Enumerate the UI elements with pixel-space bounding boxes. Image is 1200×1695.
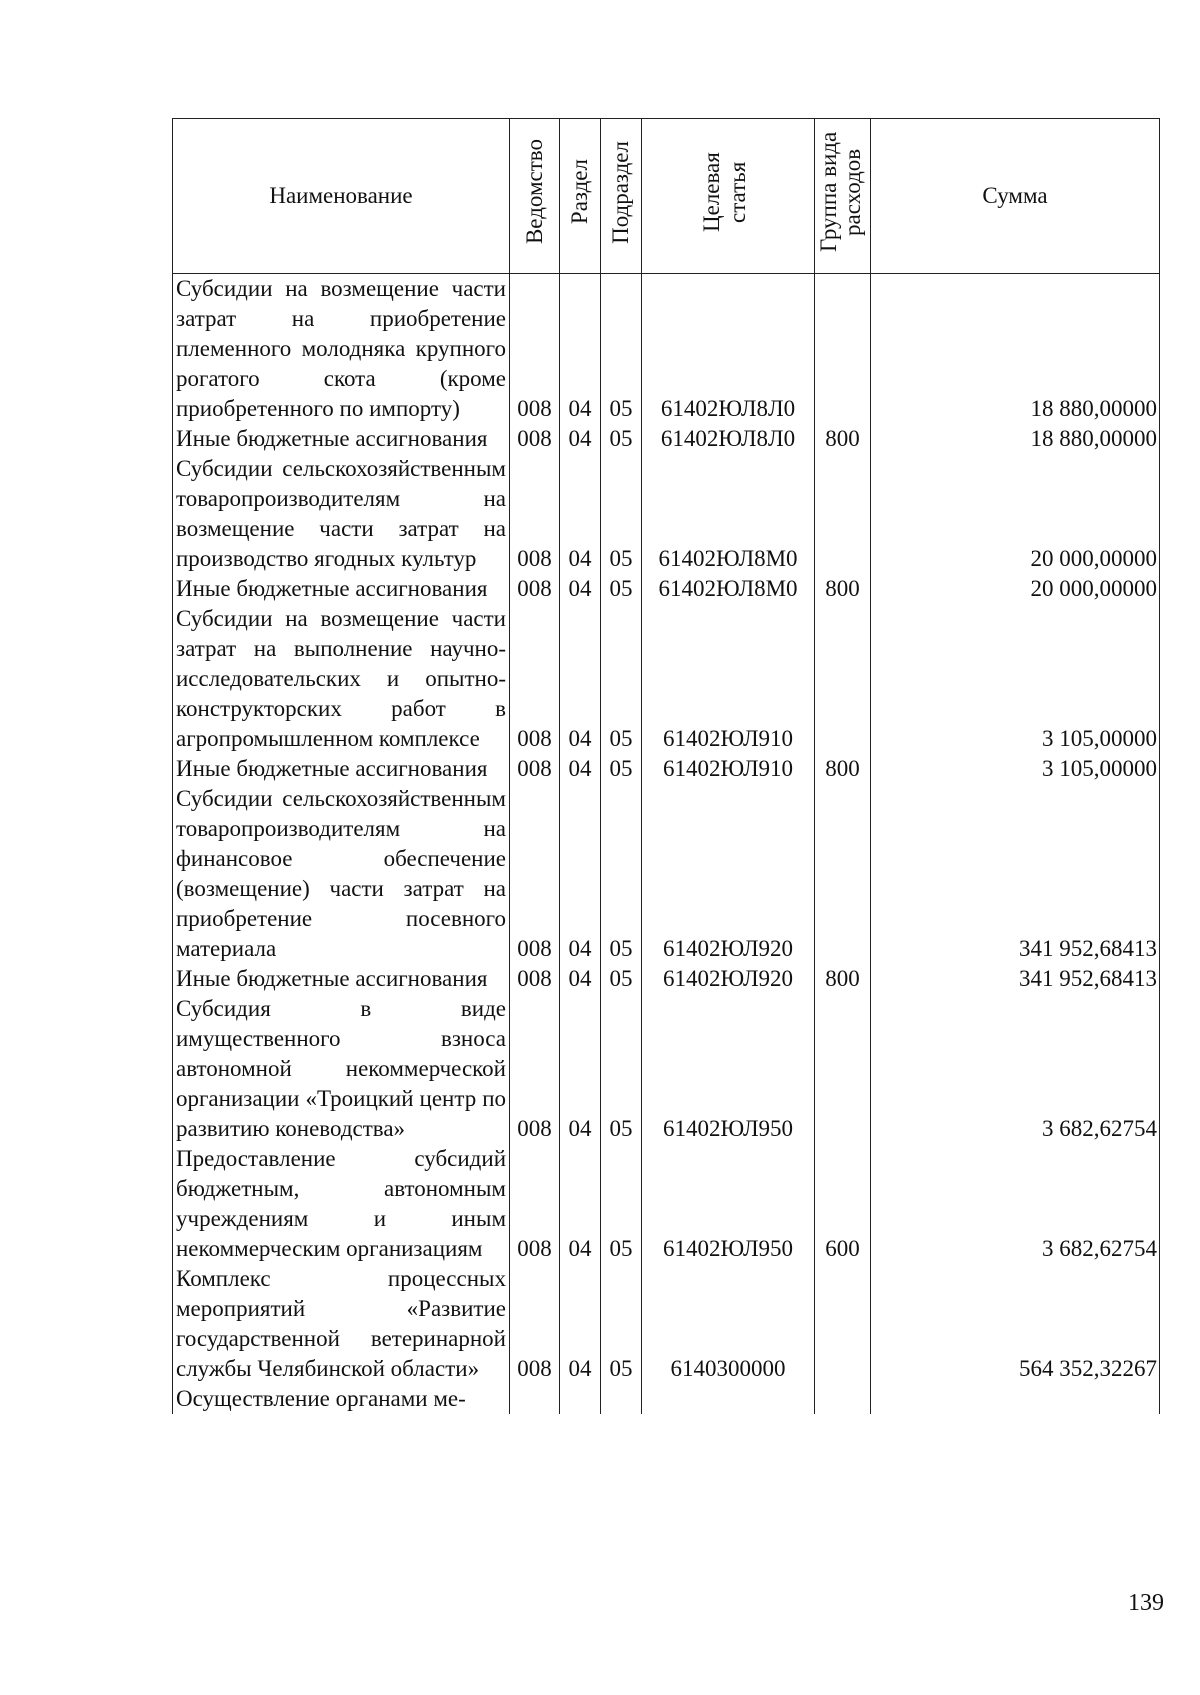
cell-podrazdel: 05 [601,574,642,604]
cell-name: Предоставление субсидий бюджетным, автономным учреждениям и иным некоммерческим организациям [173,1144,510,1264]
cell-vedomstvo: 008 [510,574,560,604]
header-expense-group: Группа вида расходов [815,119,871,274]
budget-table [172,118,1160,1414]
cell-razdel: 04 [560,1144,601,1264]
cell-sum: 20 000,00000 [871,574,1160,604]
header-podrazdel: Подраздел [601,119,642,274]
cell-expense-group [815,454,871,574]
cell-vedomstvo: 008 [510,784,560,964]
cell-sum: 341 952,68413 [871,784,1160,964]
cell-target-article: 6140300000 [642,1264,815,1384]
cell-razdel: 04 [560,574,601,604]
cell-expense-group: 600 [815,1144,871,1264]
cell-expense-group [815,994,871,1144]
cell-vedomstvo: 008 [510,604,560,754]
table-row [173,964,1160,994]
cell-vedomstvo: 008 [510,454,560,574]
cell-target-article: 61402ЮЛ950 [642,994,815,1144]
cell-podrazdel: 05 [601,604,642,754]
cell-expense-group [815,784,871,964]
cell-podrazdel: 05 [601,454,642,574]
header-target-article: Целевая статья [642,119,815,274]
cell-sum: 564 352,32267 [871,1264,1160,1384]
table-row [173,1384,1160,1414]
cell-name: Осуществление органами ме- [173,1384,510,1414]
cell-razdel: 04 [560,424,601,454]
cell-razdel: 04 [560,754,601,784]
header-sum: Сумма [871,119,1160,274]
cell-razdel: 04 [560,1264,601,1384]
table-row [173,1264,1160,1384]
cell-sum: 3 682,62754 [871,994,1160,1144]
cell-target-article: 61402ЮЛ910 [642,604,815,754]
cell-name: Субсидия в виде имущественного взноса автономной некоммерческой организации «Троицкий центр по развитию коневодства» [173,994,510,1144]
cell-razdel [560,1384,601,1414]
cell-target-article: 61402ЮЛ8Л0 [642,274,815,425]
cell-name: Субсидии на возмещение части затрат на приобретение племенного молодняка крупного рогатого скота (кроме приобретенного по импорту) [173,274,510,425]
cell-sum: 18 880,00000 [871,424,1160,454]
cell-target-article: 61402ЮЛ920 [642,784,815,964]
cell-target-article: 61402ЮЛ910 [642,754,815,784]
cell-podrazdel: 05 [601,1264,642,1384]
cell-podrazdel [601,1384,642,1414]
cell-razdel: 04 [560,964,601,994]
cell-razdel: 04 [560,274,601,425]
cell-name: Иные бюджетные ассигнования [173,754,510,784]
cell-expense-group [815,1384,871,1414]
cell-sum: 341 952,68413 [871,964,1160,994]
cell-vedomstvo: 008 [510,274,560,425]
cell-target-article: 61402ЮЛ920 [642,964,815,994]
cell-podrazdel: 05 [601,754,642,784]
table-row [173,424,1160,454]
header-name: Наименование [173,119,510,274]
header-vedomstvo: Ведомство [510,119,560,274]
cell-podrazdel: 05 [601,994,642,1144]
cell-podrazdel: 05 [601,964,642,994]
table-row [173,604,1160,754]
cell-expense-group: 800 [815,574,871,604]
cell-expense-group [815,274,871,425]
cell-target-article: 61402ЮЛ950 [642,1144,815,1264]
cell-sum: 20 000,00000 [871,454,1160,574]
cell-expense-group: 800 [815,964,871,994]
table-row [173,994,1160,1144]
cell-podrazdel: 05 [601,1144,642,1264]
cell-vedomstvo: 008 [510,964,560,994]
cell-vedomstvo: 008 [510,994,560,1144]
cell-vedomstvo: 008 [510,1264,560,1384]
table-row [173,784,1160,964]
cell-name: Субсидии сельскохозяйственным товаропроизводителям на финансовое обеспечение (возмещение) части затрат на приобретение посевного материала [173,784,510,964]
cell-vedomstvo [510,1384,560,1414]
cell-sum [871,1384,1160,1414]
cell-target-article [642,1384,815,1414]
table-row [173,274,1160,425]
cell-sum: 3 105,00000 [871,604,1160,754]
cell-podrazdel: 05 [601,784,642,964]
page-number: 139 [1128,1590,1164,1616]
cell-target-article: 61402ЮЛ8Л0 [642,424,815,454]
table-row [173,574,1160,604]
cell-name: Иные бюджетные ассигнования [173,574,510,604]
cell-expense-group [815,604,871,754]
table-row [173,1144,1160,1264]
cell-razdel: 04 [560,784,601,964]
cell-vedomstvo: 008 [510,424,560,454]
cell-expense-group: 800 [815,424,871,454]
cell-razdel: 04 [560,604,601,754]
cell-razdel: 04 [560,994,601,1144]
cell-name: Субсидии сельскохозяйственным товаропроизводителям на возмещение части затрат на производство ягодных культур [173,454,510,574]
cell-sum: 18 880,00000 [871,274,1160,425]
cell-name: Иные бюджетные ассигнования [173,964,510,994]
cell-name: Иные бюджетные ассигнования [173,424,510,454]
header-razdel: Раздел [560,119,601,274]
table-row [173,754,1160,784]
cell-name: Субсидии на возмещение части затрат на выполнение научно-исследовательских и опытно-конструкторских работ в агропромышленном комплексе [173,604,510,754]
table-row [173,454,1160,574]
cell-sum: 3 105,00000 [871,754,1160,784]
cell-sum: 3 682,62754 [871,1144,1160,1264]
cell-name: Комплекс процессных мероприятий «Развитие государственной ветеринарной службы Челябинской области» [173,1264,510,1384]
cell-expense-group [815,1264,871,1384]
cell-vedomstvo: 008 [510,1144,560,1264]
cell-vedomstvo: 008 [510,754,560,784]
cell-target-article: 61402ЮЛ8М0 [642,574,815,604]
table-header-row [173,119,1160,274]
cell-podrazdel: 05 [601,274,642,425]
cell-razdel: 04 [560,454,601,574]
cell-podrazdel: 05 [601,424,642,454]
cell-target-article: 61402ЮЛ8М0 [642,454,815,574]
cell-expense-group: 800 [815,754,871,784]
